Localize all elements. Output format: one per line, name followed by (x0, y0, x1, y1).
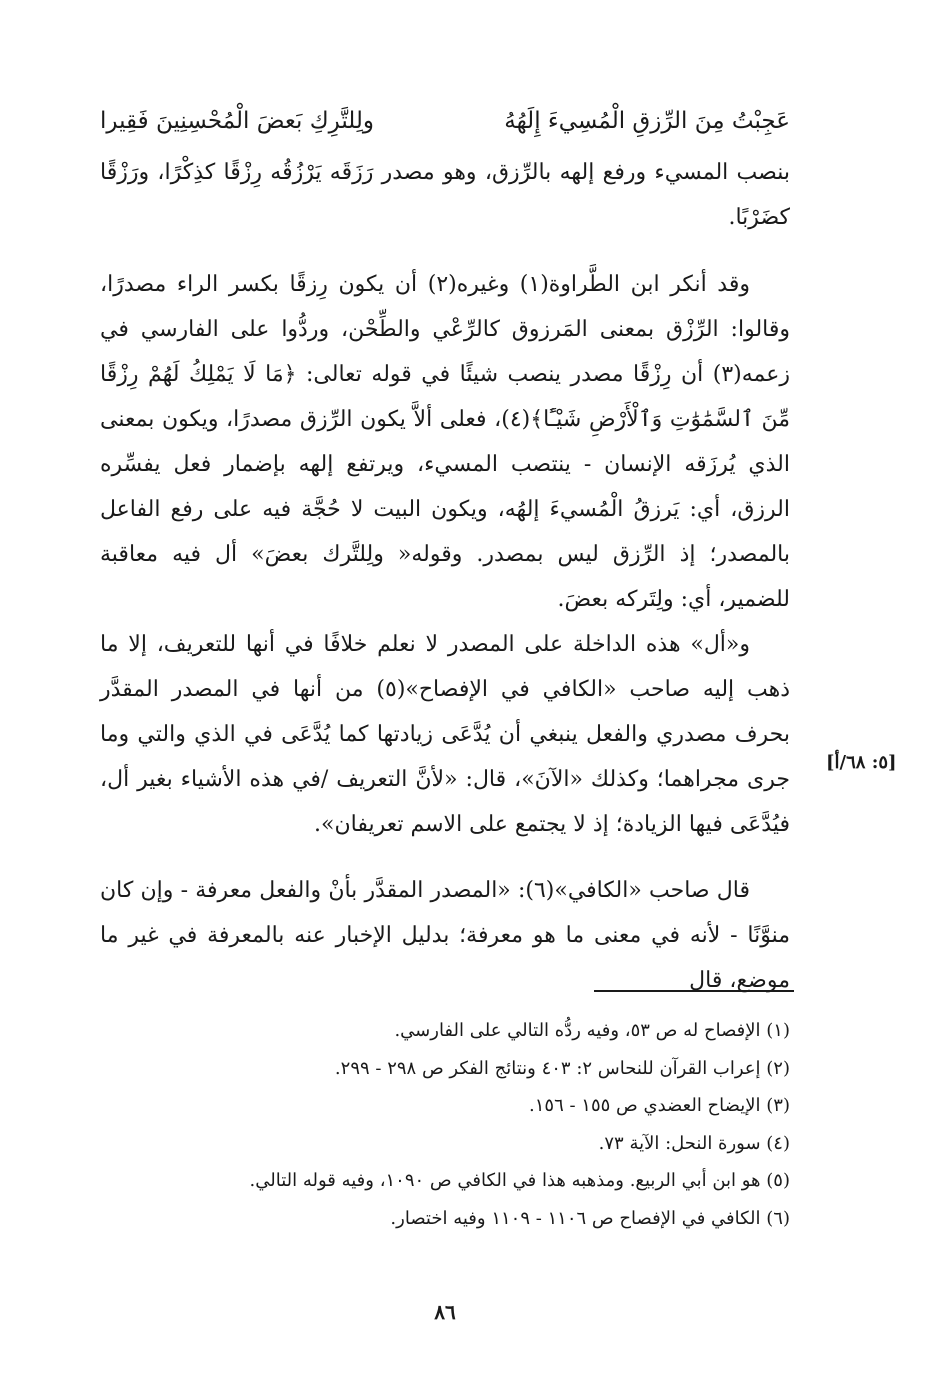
paragraph-3: و«أل» هذه الداخلة على المصدر لا نعلم خلافًا في أنها للتعريف، إلا ما ذهب إليه صاحب «الكافي في الإفصاح»(٥) من أنها في المصدر المقدَّر بحرف مصدري والفعل ينبغي أن يُدَّعَى زيادتها كما يُدَّعَى في الذي والتي وما جرى مجراهما؛ وكذلك «الآنَ»، قال: «لأنَّ التعريف /في هذه الأشياء بغير أل، فيُدَّعَى فيها الزيادة؛ إذ لا يجتمع على الاسم تعريفان». (100, 632, 790, 837)
manuscript-folio-reference: [٥: ٦٨/أ] (826, 752, 897, 773)
footnote-6: (٦) الكافي في الإفصاح ص ١١٠٦ - ١١٠٩ وفيه اختصار. (390, 1207, 790, 1229)
footnote-3: (٣) الإيضاح العضدي ص ١٥٥ - ١٥٦. (529, 1095, 790, 1116)
verse-first-hemistich: عَجِبْتُ مِنَ الرِّزقِ الْمُسِيءَ إِلَهُهُ (504, 108, 790, 134)
poetry-verse (100, 96, 790, 146)
paragraph-2: وقد أنكر ابن الطَّراوة(١) وغيره(٢) أن يكون رِزقًا بكسر الراء مصدرًا، وقالوا: الرِّزْق بمعنى المَرزوق كالرِّعْي والطِّحْن، وردُّوا على الفارسي في زعمه(٣) أن رِزْقًا مصدر ينصب شيئًا في قوله تعالى: ﴿مَا لَا يَمْلِكُ لَهُمْ رِزْقًا مِّنَ ٱلسَّمَٰوَٰتِ وَٱلْأَرْضِ شَيْـًٔا﴾(٤)، فعلى ألاَّ يكون الرِّزق مصدرًا، ويكون بمعنى الذي يُرزَقه الإنسان - ينتصب المسيء، ويرتفع إلهه بإضمار فعل يفسِّره الرزق، أي: يَرزقُ الْمُسيءَ إلهُه، ويكون البيت لا حُجَّة فيه على رفع الفاعل بالمصدر؛ إذ الرِّزق ليس بمصدر. وقوله« ولِلتَّرك بعضَ» أل فيه معاقبة للضمير، أي: ولِتَركه بعضَ. (100, 272, 790, 612)
footnote-4: (٤) سورة النحل: الآية ٧٣. (598, 1132, 790, 1154)
page-number: ٨٦ (434, 1300, 456, 1324)
footnote-separator (594, 990, 794, 992)
paragraph-1: بنصب المسيء ورفع إلهه بالرِّزق، وهو مصدر رَزَقَه يَرْزُقُه رِزْقًا كذِكْرًا، ورَزْقًا كضَرْبًا. (100, 160, 790, 230)
footnote-2: (٢) إعراب القرآن للنحاس ٢: ٤٠٣ ونتائج الفكر ص ٢٩٨ - ٢٩٩. (334, 1057, 790, 1079)
footnote-1: (١) الإفصاح له ص ٥٣، وفيه ردُّه التالي على الفارسي. (394, 1020, 790, 1041)
footnotes (100, 1012, 790, 1237)
paragraph-4: قال صاحب «الكافي»(٦): «المصدر المقدَّر بأنْ والفعل معرفة - وإن كان منوَّنًا - لأنه في معنى ما هو معرفة؛ بدليل الإخبار عنه بالمعرفة في غير ما موضع، قال (100, 878, 790, 993)
verse-second-hemistich: ولِلتَّرِكِ بَعضَ الْمُحْسِنِينَ فَقِيرا (100, 108, 375, 134)
footnote-5: (٥) هو ابن أبي الربيع. ومذهبه هذا في الكافي ص ١٠٩٠، وفيه قوله التالي. (249, 1170, 790, 1191)
